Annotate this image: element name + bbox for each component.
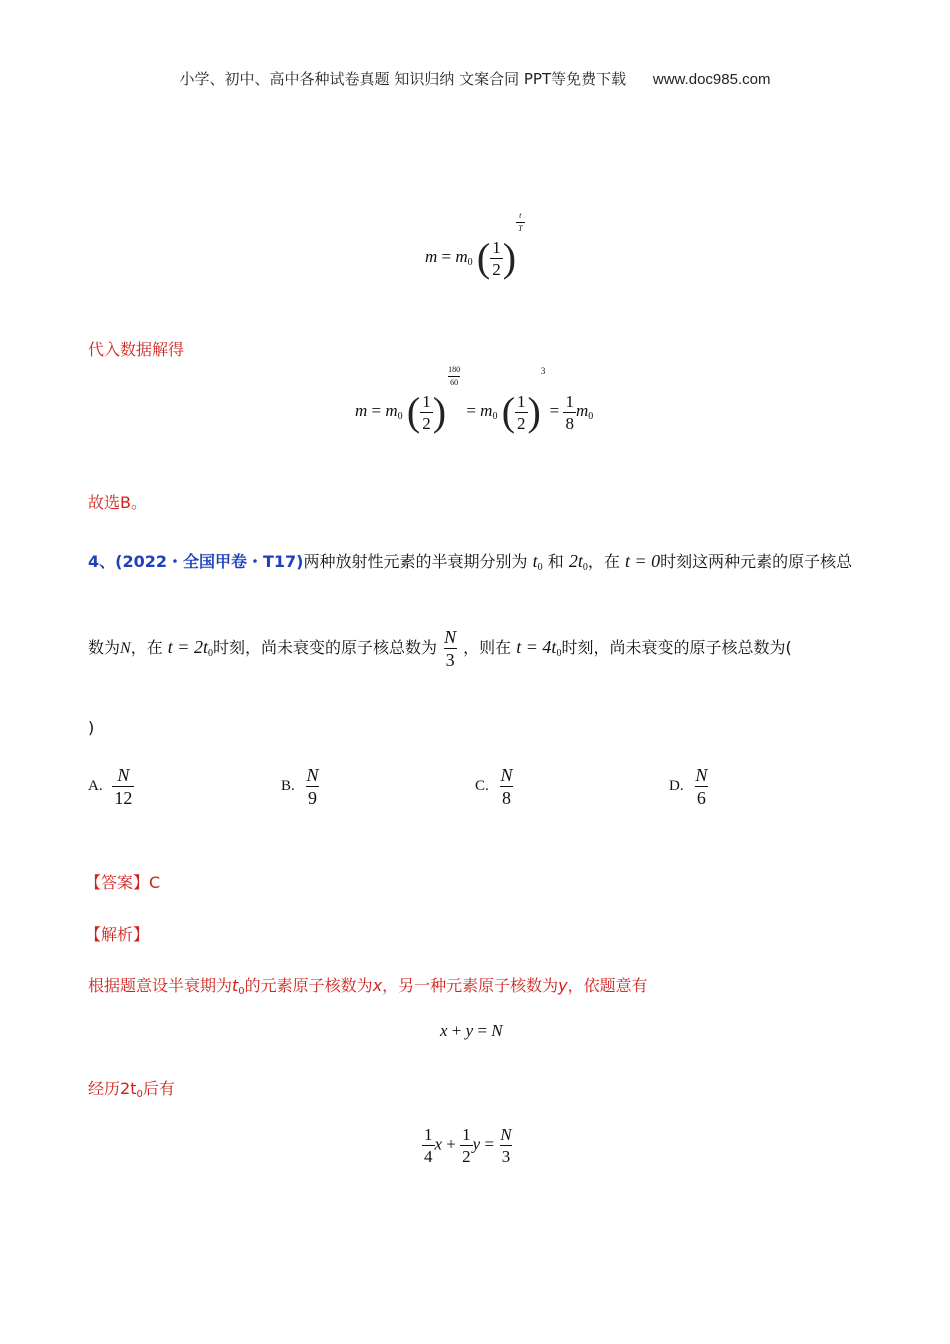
header-url[interactable]: www.doc985.com — [652, 71, 771, 88]
fraction-half: $\frac{1}{2}$ — [492, 237, 501, 279]
option-b[interactable]: B. $\frac{N}{9}$ — [281, 765, 319, 808]
formula-sum: x + y = N — [440, 1021, 503, 1040]
subscript-0: 0 — [467, 256, 473, 268]
header-title: 小学、初中、高中各种试卷真题 知识归纳 文案合同 PPT等免费下载 — [179, 70, 627, 88]
formula-substituted: $m = m_0$ ( $\frac{1}{2}$ ) $\frac{180}{60}$ = $m_0$ ( $\frac{1}{2}$ )3 = $\frac{1}{8}$ $m_0$ — [355, 365, 594, 434]
question-number: 4、 — [88, 552, 116, 571]
left-paren: ( — [476, 235, 491, 280]
question-line-2: 数为N，在 $t = 2t_0$时刻，尚未衰变的原子核总数为 $\frac{N}{3}$ ，则在 $t = 4t_0$时刻，尚未衰变的原子核总数为( — [88, 627, 792, 670]
question-line-1: 4、(2022・全国甲卷・T17)两种放射性元素的半衰期分别为 $t_0$ 和 $2t_0$，在 t = 0时刻这两种元素的原子核总 — [88, 551, 853, 573]
question-line-3: ) — [88, 718, 95, 737]
answer-value: C — [149, 873, 161, 892]
option-c[interactable]: C. $\frac{N}{8}$ — [475, 765, 513, 808]
analysis-label: 【解析】 — [85, 925, 150, 944]
formula-after-decay: $\frac{1}{4}$ x + $\frac{1}{2}$ y = $\frac{N}{3}$ — [424, 1125, 512, 1166]
question-source: (2022・全国甲卷・T17) — [115, 552, 304, 571]
option-d[interactable]: D. $\frac{N}{6}$ — [669, 765, 708, 808]
exponent-3: 3 — [540, 366, 546, 376]
choose-text: 故选B。 — [88, 493, 147, 512]
fraction-half: $\frac{1}{2}$ — [422, 391, 431, 433]
page-header — [0, 68, 950, 89]
exponent-180-over-60: $\frac{180}{60}$ — [448, 365, 461, 387]
var-m0: m — [455, 246, 468, 266]
fraction-N-over-3: $\frac{N}{3}$ — [444, 627, 457, 670]
exponent-t-over-T: $\frac{t}{T}$ — [518, 211, 523, 233]
var-m: m — [425, 246, 438, 266]
fraction-one-eighth: $\frac{1}{8}$ — [565, 391, 574, 433]
right-paren: ) — [502, 235, 517, 280]
answer-line — [85, 870, 160, 893]
analysis-line-1: 根据题意设半衰期为$t_0$的元素原子核数为x，另一种元素原子核数为y，依题意有 — [88, 976, 648, 997]
after-text: 经历$2t_0$后有 — [88, 1079, 175, 1100]
answer-label: 【答案】 — [85, 873, 150, 892]
formula-decay-law — [425, 211, 525, 280]
equals-sign: = — [441, 246, 452, 266]
option-a[interactable]: A. $\frac{N}{12}$ — [88, 765, 133, 808]
substitute-text: 代入数据解得 — [88, 340, 185, 359]
